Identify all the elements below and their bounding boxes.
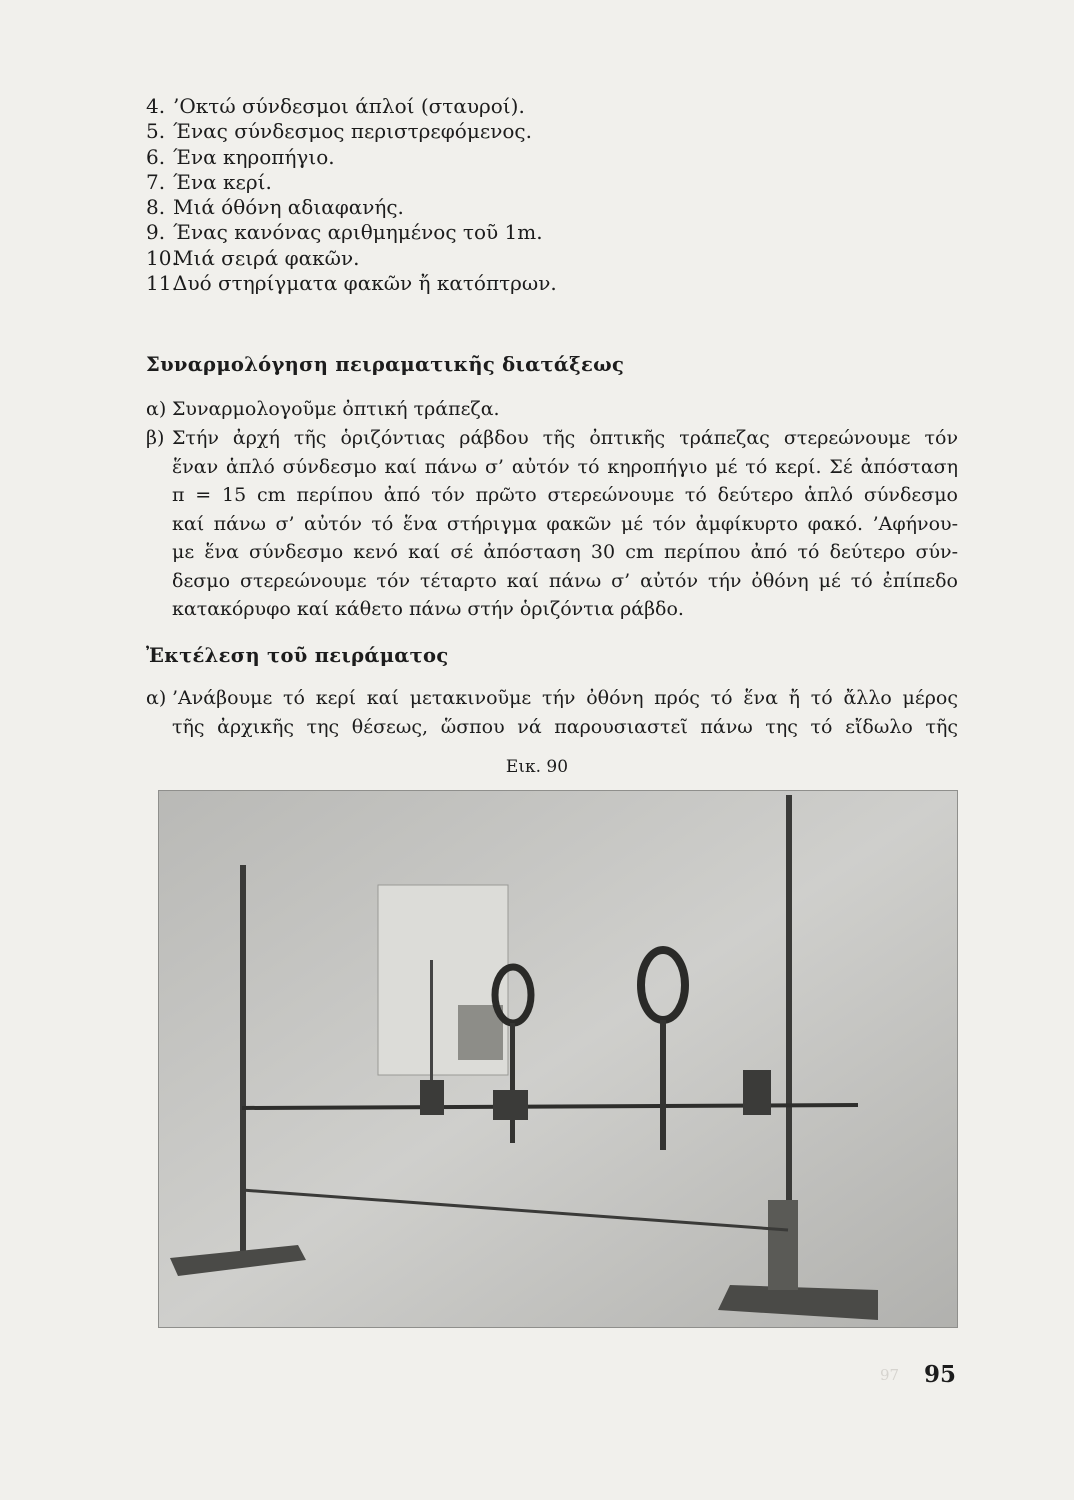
paragraph-text: Στήν ἀρχή τῆς ὁριζόντιας ράβδου τῆς ὀπτικῆς τράπεζας στερεώνουμε τόν ἕναν ἁπλό σύνδεσμο καί πάνω σ’ αὐτόν τό κηροπήγιο μέ τό κερί. Σέ ἀπόσταση π = 15 cm περίπου ἀπό τόν πρῶτο στερεώνουμε τό δεύτερο ἁπλό σύνδεσμο καί πάνω σ’ αὐτόν τό ἕνα στήριγμα φακῶν μέ τόν ἀμφίκυρτο φακό. ’Αφήνου- με ἕνα σύνδεσμο κενό καί σέ ἀπόσταση 30 cm περίπου ἀπό τό δεύτερο σύν- δεσμο στερεώνουμε τόν τέταρτο καί πάνω σ’ αὐτόν τήν ὀθόνη μέ τό ἐπίπεδο κατακόρυφο καί κάθετο πάνω στήν ὁριζόντια ράβδο. xyxy=(172,427,958,620)
item-marker: α) xyxy=(146,398,167,420)
list-item: 9. Ένας κανόνας αριθμημένος τοῦ 1m. xyxy=(146,220,543,245)
list-item: 6. Ένα κηροπήγιο. xyxy=(146,144,335,169)
paragraph-text: Συναρμολογοῦμε ὀπτική τράπεζα. xyxy=(172,398,500,420)
list-item: 8. Μιά όθόνη αδιαφανής. xyxy=(146,195,404,220)
item-marker: α) xyxy=(146,687,167,709)
equipment-list xyxy=(146,94,557,296)
optical-bench-photo xyxy=(158,790,958,1328)
item-marker: β) xyxy=(146,427,165,449)
paragraph-b-assembly xyxy=(146,424,958,624)
list-item: 7. Ένα κερί. xyxy=(146,169,272,194)
paragraph-a-execution xyxy=(146,684,958,741)
figure-caption: Εικ. 90 xyxy=(505,757,569,777)
list-item: 5. Ένας σύνδεσμος περιστρεφόμενος. xyxy=(146,119,532,144)
list-item: 10.Μιά σειρά φακῶν. xyxy=(146,245,360,270)
list-item: 11.Δυό στηρίγματα φακῶν ἤ κατόπτρων. xyxy=(146,271,557,296)
paragraph-text: ’Ανάβουμε τό κερί καί μετακινοῦμε τήν ὀθόνη πρός τό ἕνα ἤ τό ἄλλο μέρος τῆς ἀρχικῆς της θέσεως, ὥσπου νά παρουσιαστεῖ πάνω της τό εἴδωλο τῆς xyxy=(172,687,958,738)
page-number: 95 xyxy=(923,1361,956,1388)
section-heading-execution: Ἐκτέλεση τοῦ πειράματος xyxy=(146,644,449,667)
list-item: 4. ’Οκτώ σύνδεσμοι άπλοί (σταυροί). xyxy=(146,94,525,118)
bleed-through-page-number: 97 xyxy=(880,1366,900,1384)
paragraph-a-assembly xyxy=(146,395,958,424)
section-heading-assembly: Συναρμολόγηση πειραματικῆς διατάξεως xyxy=(146,353,625,376)
